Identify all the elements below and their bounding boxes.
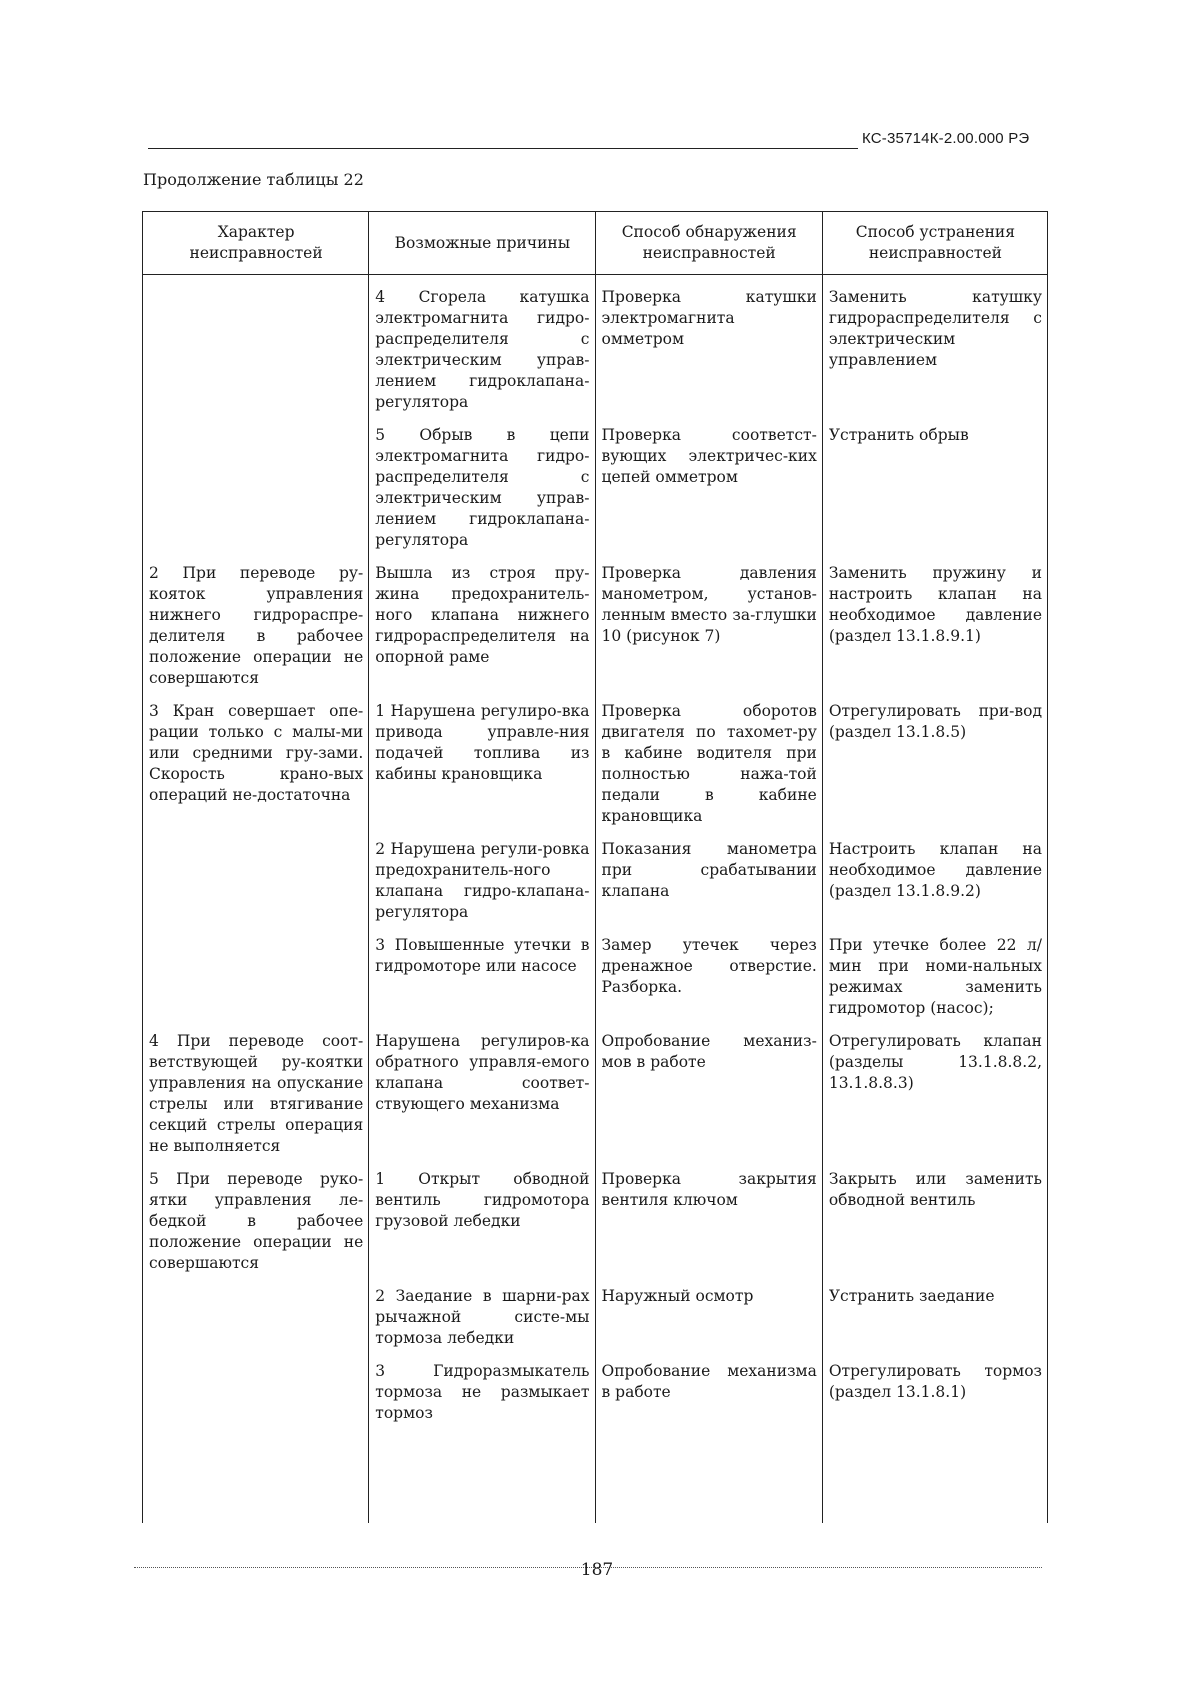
cell-remedy: Отрегулировать тормоз (раздел 13.1.8.1) — [822, 1361, 1047, 1523]
cell-fault: 4 При переводе соот-ветствующей ру-коятки управления на опускание стрелы или втягивание секций стрелы операция не выполняется — [143, 1031, 369, 1169]
cell-cause: 5 Обрыв в цепи электромагнита гидро-распределителя с электрическим управ-лением гидроклапана-регулятора — [369, 425, 595, 563]
cell-cause: 3 Гидроразмыкатель тормоза не размыкает тормоз — [369, 1361, 595, 1523]
table-row — [143, 1286, 1048, 1361]
table-body — [143, 275, 1048, 1524]
cell-fault — [143, 935, 369, 1031]
cell-remedy: Отрегулировать при-вод (раздел 13.1.8.5) — [822, 701, 1047, 839]
troubleshooting-table — [142, 211, 1048, 1523]
table-header-row — [143, 212, 1048, 275]
cell-remedy: Устранить обрыв — [822, 425, 1047, 563]
cell-detection: Наружный осмотр — [595, 1286, 822, 1361]
table-row — [143, 275, 1048, 426]
cell-detection: Опробование механизма в работе — [595, 1361, 822, 1523]
cell-remedy: Настроить клапан на необходимое давление (раздел 13.1.8.9.2) — [822, 839, 1047, 935]
table-caption: Продолжение таблицы 22 — [143, 170, 364, 189]
cell-cause: 4 Сгорела катушка электромагнита гидро-распределителя с электрическим управ-лением гидроклапана-регулятора — [369, 275, 595, 426]
cell-fault — [143, 275, 369, 426]
cell-detection: Проверка катушки электромагнита омметром — [595, 275, 822, 426]
cell-detection: Проверка оборотов двигателя по тахомет-ру в кабине водителя при полностью нажа-той педали в кабине крановщика — [595, 701, 822, 839]
cell-remedy: Устранить заедание — [822, 1286, 1047, 1361]
cell-remedy: Отрегулировать клапан (разделы 13.1.8.8.2, 13.1.8.8.3) — [822, 1031, 1047, 1169]
cell-cause: Вышла из строя пру-жина предохранитель-ного клапана нижнего гидрораспределителя на опорной раме — [369, 563, 595, 701]
page-number: 187 — [580, 1560, 614, 1580]
table-row — [143, 701, 1048, 839]
cell-fault: 5 При переводе руко-ятки управления ле-бедкой в рабочее положение операции не совершаются — [143, 1169, 369, 1286]
cell-fault — [143, 425, 369, 563]
cell-cause: Нарушена регулиров-ка обратного управля-емого клапана соответ-ствующего механизма — [369, 1031, 595, 1169]
table-row — [143, 935, 1048, 1031]
cell-cause: 3 Повышенные утечки в гидромоторе или насосе — [369, 935, 595, 1031]
cell-cause: 1 Открыт обводной вентиль гидромотора грузовой лебедки — [369, 1169, 595, 1286]
cell-remedy: Заменить пружину и настроить клапан на необходимое давление (раздел 13.1.8.9.1) — [822, 563, 1047, 701]
cell-remedy: Заменить катушку гидрораспределителя с электрическим управлением — [822, 275, 1047, 426]
cell-fault: 2 При переводе ру-кояток управления нижнего гидрораспре-делителя в рабочее положение операции не совершаются — [143, 563, 369, 701]
table-row — [143, 839, 1048, 935]
table-row — [143, 563, 1048, 701]
table-row — [143, 1361, 1048, 1523]
header-rule — [148, 148, 858, 149]
table-row — [143, 1031, 1048, 1169]
column-header-fault: Характер неисправностей — [143, 212, 369, 275]
column-header-cause: Возможные причины — [369, 212, 595, 275]
cell-fault — [143, 1361, 369, 1523]
document-code: КС-35714К-2.00.000 РЭ — [862, 130, 1030, 147]
cell-detection: Проверка давления манометром, установ-ленным вместо за-глушки 10 (рисунок 7) — [595, 563, 822, 701]
cell-fault — [143, 839, 369, 935]
cell-cause: 2 Заедание в шарни-рах рычажной систе-мы тормоза лебедки — [369, 1286, 595, 1361]
cell-remedy: Закрыть или заменить обводной вентиль — [822, 1169, 1047, 1286]
cell-cause: 2 Нарушена регули-ровка предохранитель-ного клапана гидро-клапана-регулятора — [369, 839, 595, 935]
cell-detection: Проверка соответст-вующих электричес-ких цепей омметром — [595, 425, 822, 563]
table-row — [143, 425, 1048, 563]
cell-detection: Показания манометра при срабатывании клапана — [595, 839, 822, 935]
cell-remedy: При утечке более 22 л/мин при номи-нальных режимах заменить гидромотор (насос); — [822, 935, 1047, 1031]
cell-detection: Проверка закрытия вентиля ключом — [595, 1169, 822, 1286]
cell-detection: Опробование механиз-мов в работе — [595, 1031, 822, 1169]
cell-cause: 1 Нарушена регулиро-вка привода управле-ния подачей топлива из кабины крановщика — [369, 701, 595, 839]
column-header-remedy: Способ устранения неисправностей — [822, 212, 1047, 275]
table-row — [143, 1169, 1048, 1286]
cell-fault — [143, 1286, 369, 1361]
column-header-detection: Способ обнаружения неисправностей — [595, 212, 822, 275]
cell-detection: Замер утечек через дренажное отверстие. Разборка. — [595, 935, 822, 1031]
cell-fault: 3 Кран совершает опе-рации только с малы-ми или средними гру-зами. Скорость крано-вых операций не-достаточна — [143, 701, 369, 839]
